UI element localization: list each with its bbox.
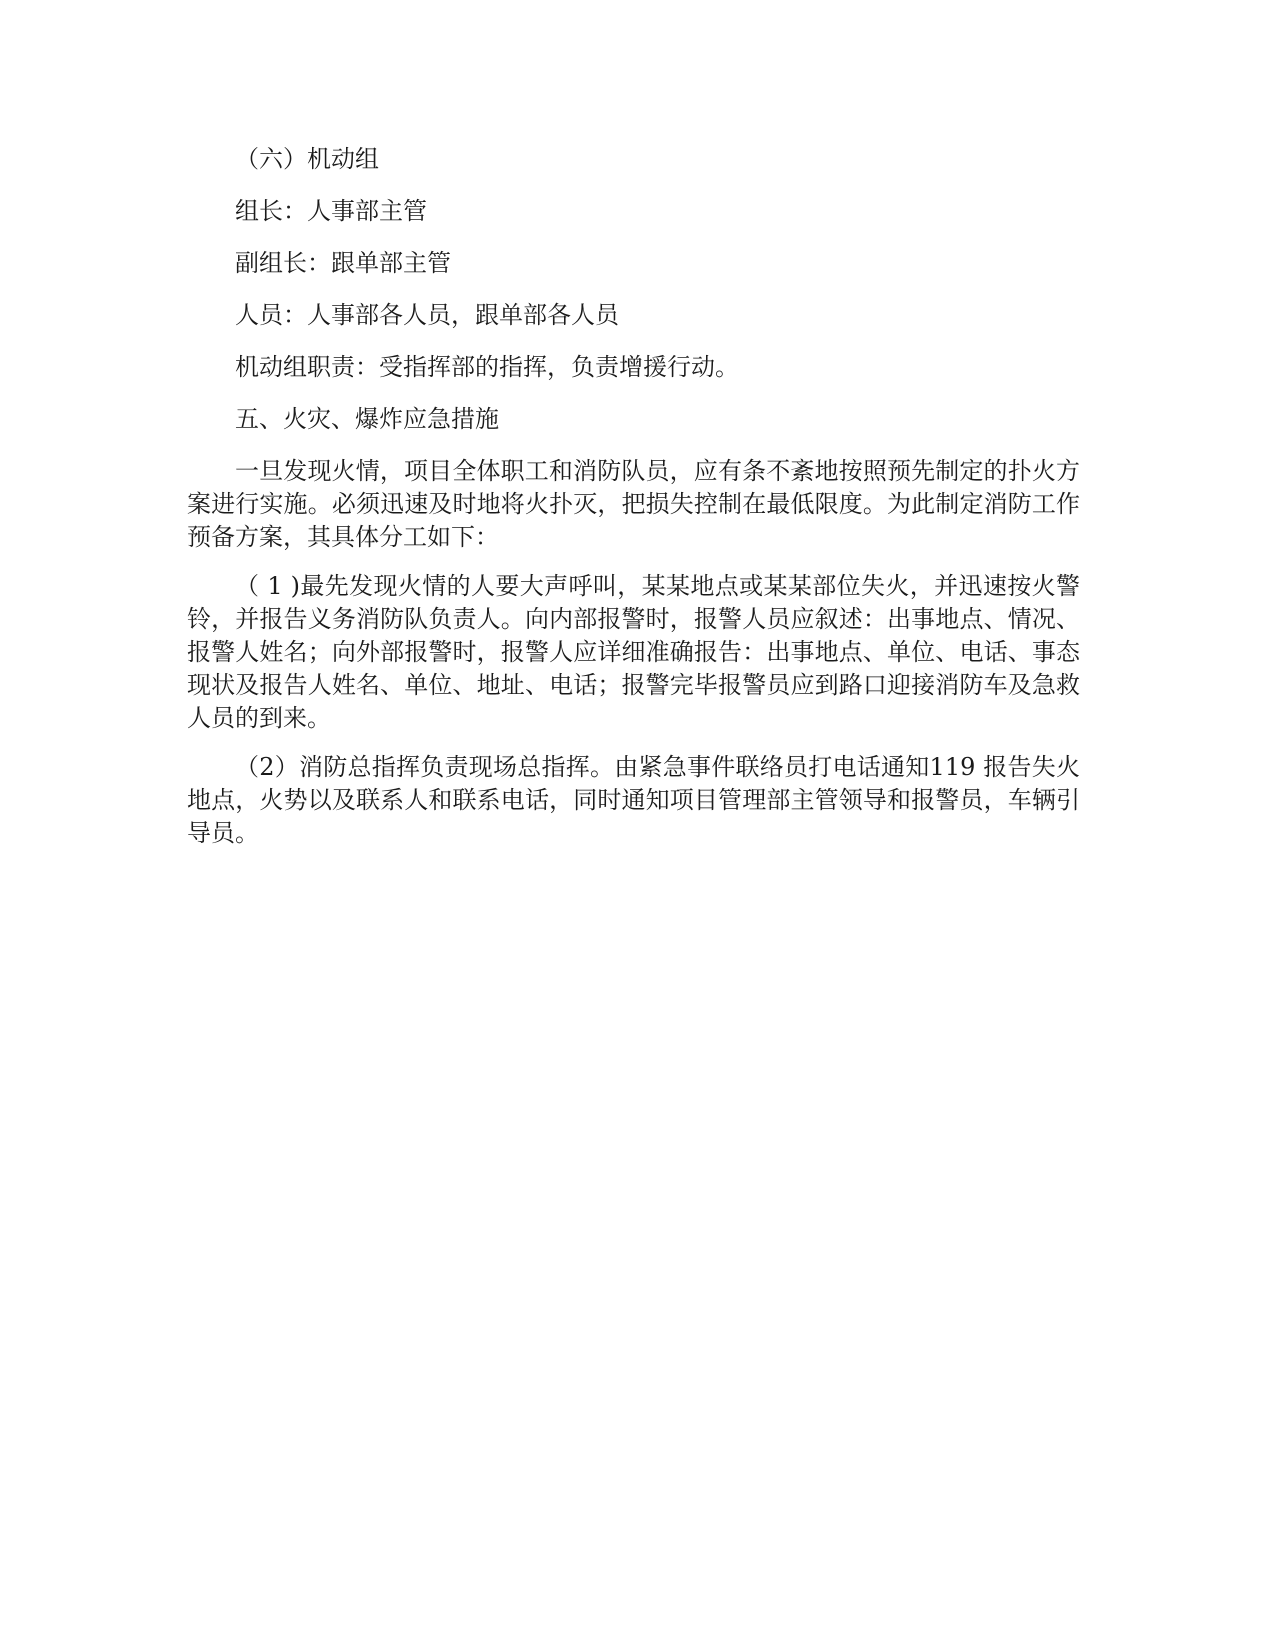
fire-response-step-2-paragraph: （2）消防总指挥负责现场总指挥。由紧急事件联络员打电话通知119 报告失火地点，火势以及联系人和联系电话，同时通知项目管理部主管领导和报警员，车辆引导员。 [187,753,1080,847]
fire-response-intro-paragraph: 一旦发现火情，项目全体职工和消防队员，应有条不紊地按照预先制定的扑火方案进行实施。必须迅速及时地将火扑灭，把损失控制在最低限度。为此制定消防工作预备方案，其具体分工如下： [187,457,1080,551]
document-body [187,143,1080,866]
duties-line: 机动组职责：受指挥部的指挥，负责增援行动。 [235,353,739,381]
fire-response-step-1-paragraph: （ 1 )最先发现火情的人要大声呼叫，某某地点或某某部位失火，并迅速按火警铃，并报告义务消防队负责人。向内部报警时，报警人员应叙述：出事地点、情况、报警人姓名；向外部报警时，报警人应详细准确报告：出事地点、单位、电话、事态现状及报告人姓名、单位、地址、电话；报警完毕报警员应到路口迎接消防车及急救人员的到来。 [187,572,1080,732]
group-leader-line: 组长：人事部主管 [235,197,427,225]
deputy-leader-line: 副组长：跟单部主管 [235,249,451,277]
personnel-line: 人员：人事部各人员，跟单部各人员 [235,301,619,329]
section-heading-mobile-group: （六）机动组 [235,145,379,173]
section-heading-fire-measures: 五、火灾、爆炸应急措施 [235,405,499,433]
